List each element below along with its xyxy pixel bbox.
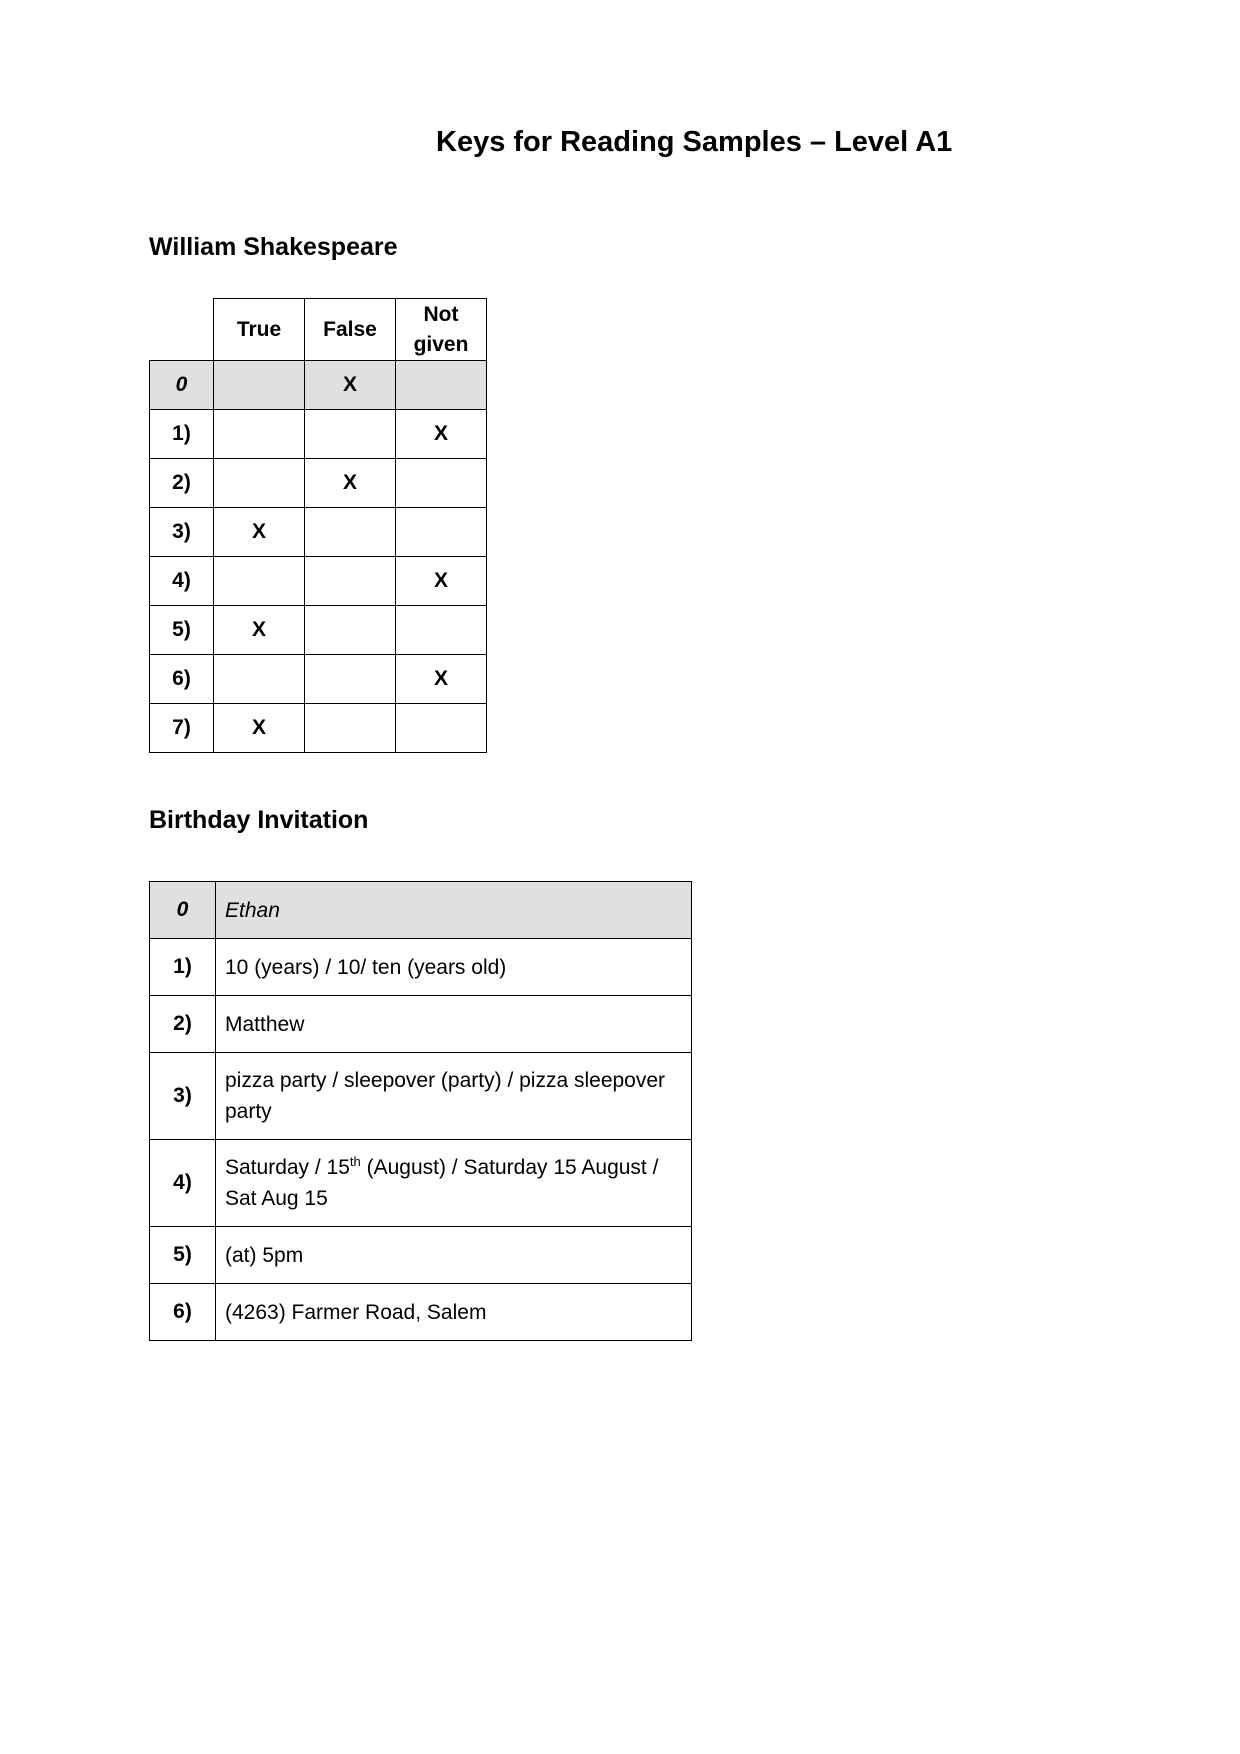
table-row [150, 1140, 692, 1227]
cell-true [214, 361, 305, 410]
cell-not-given: X [396, 557, 487, 606]
table-row [150, 704, 487, 753]
cell-true [214, 557, 305, 606]
true-false-table [149, 298, 487, 753]
table-row [150, 1227, 692, 1284]
table-row [150, 996, 692, 1053]
row-number: 3) [150, 1053, 216, 1140]
cell-false: X [305, 361, 396, 410]
row-number: 4) [150, 557, 214, 606]
cell-not-given [396, 508, 487, 557]
table-row [150, 1053, 692, 1140]
page-title: Keys for Reading Samples – Level A1 [436, 126, 953, 158]
ordinal-suffix: th [349, 1154, 361, 1169]
table-row [150, 1284, 692, 1341]
answer-cell: (at) 5pm [216, 1227, 692, 1284]
cell-false [305, 606, 396, 655]
row-number: 2) [150, 996, 216, 1053]
cell-false [305, 704, 396, 753]
cell-true: X [214, 508, 305, 557]
row-number: 3) [150, 508, 214, 557]
table-row [150, 361, 487, 410]
table-row [150, 939, 692, 996]
row-number: 2) [150, 459, 214, 508]
cell-true: X [214, 606, 305, 655]
cell-false: X [305, 459, 396, 508]
table-row [150, 882, 692, 939]
answer-cell [216, 1140, 692, 1227]
header-true: True [214, 299, 305, 361]
table-row [150, 606, 487, 655]
row-number: 1) [150, 939, 216, 996]
section-title-birthday: Birthday Invitation [149, 806, 369, 834]
table-row [150, 459, 487, 508]
cell-false [305, 410, 396, 459]
answer-cell: Matthew [216, 996, 692, 1053]
answer-cell: (4263) Farmer Road, Salem [216, 1284, 692, 1341]
table-row [150, 508, 487, 557]
cell-not-given [396, 704, 487, 753]
row-number: 6) [150, 655, 214, 704]
cell-not-given [396, 459, 487, 508]
header-false: False [305, 299, 396, 361]
answer-text-start: Saturday / 15 [225, 1156, 350, 1179]
section-title-shakespeare: William Shakespeare [149, 233, 398, 261]
row-number: 4) [150, 1140, 216, 1227]
table-row [150, 655, 487, 704]
header-not-given: Not given [396, 299, 487, 361]
header-corner [150, 299, 214, 361]
answer-cell: pizza party / sleepover (party) / pizza sleepover party [216, 1053, 692, 1140]
answer-cell: 10 (years) / 10/ ten (years old) [216, 939, 692, 996]
cell-true: X [214, 704, 305, 753]
row-number: 0 [150, 882, 216, 939]
cell-not-given [396, 606, 487, 655]
cell-false [305, 508, 396, 557]
cell-true [214, 655, 305, 704]
cell-true [214, 410, 305, 459]
cell-not-given: X [396, 655, 487, 704]
row-number: 0 [150, 361, 214, 410]
table-header-row [150, 299, 487, 361]
cell-false [305, 655, 396, 704]
row-number: 7) [150, 704, 214, 753]
row-number: 5) [150, 606, 214, 655]
row-number: 5) [150, 1227, 216, 1284]
cell-not-given: X [396, 410, 487, 459]
cell-false [305, 557, 396, 606]
row-number: 1) [150, 410, 214, 459]
answer-cell: Ethan [216, 882, 692, 939]
cell-true [214, 459, 305, 508]
cell-not-given [396, 361, 487, 410]
answer-table [149, 881, 692, 1341]
row-number: 6) [150, 1284, 216, 1341]
table-row [150, 557, 487, 606]
answer-text-end: (August) / Saturday 15 August / Sat Aug 15 [225, 1156, 659, 1210]
table-row [150, 410, 487, 459]
